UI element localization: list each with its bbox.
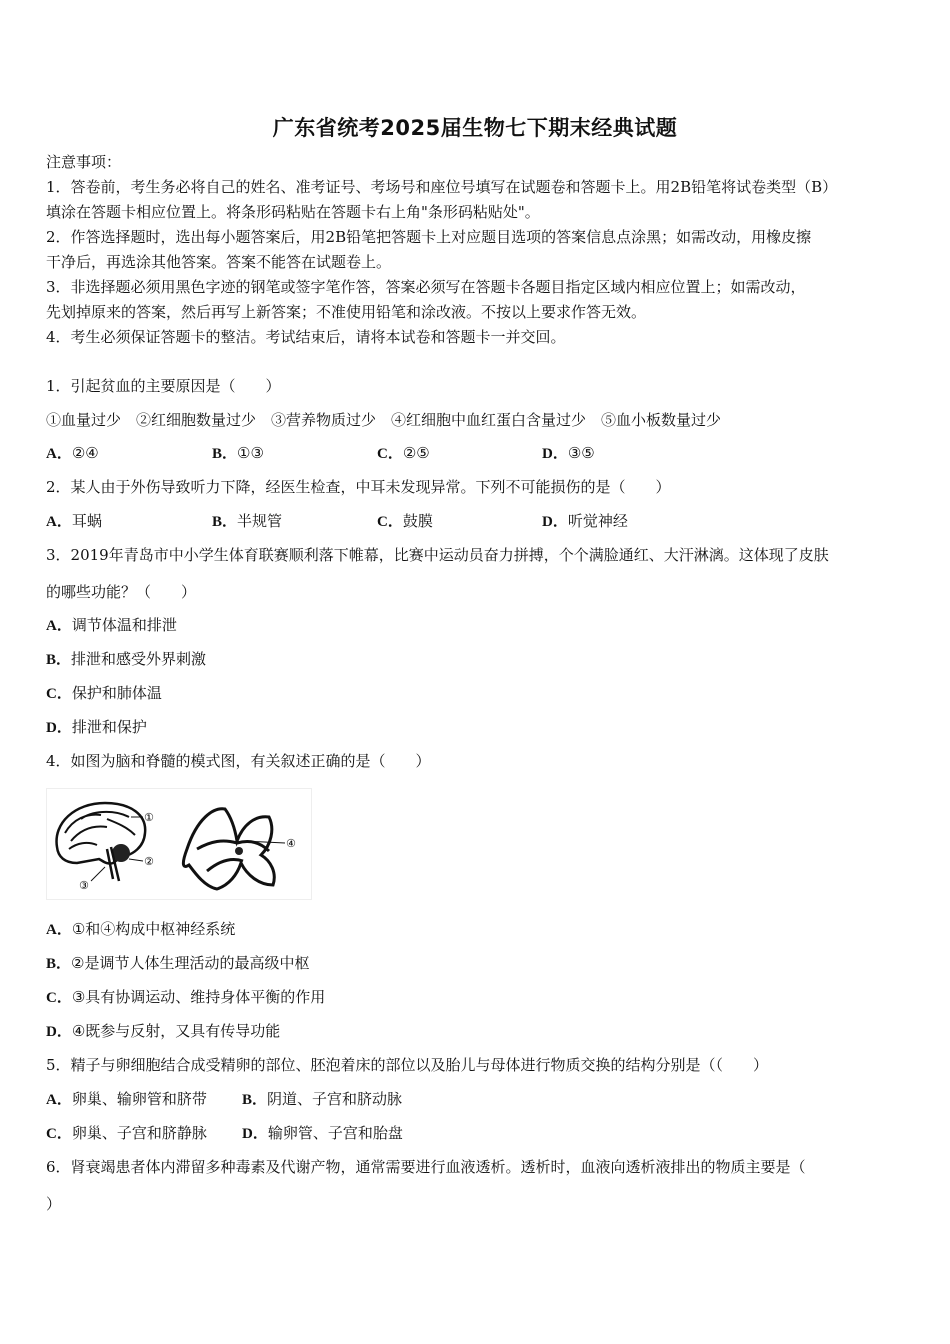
- q5-option-c[interactable]: [46, 1123, 207, 1144]
- option-label: D．: [542, 514, 568, 530]
- q3-option-c[interactable]: [46, 683, 162, 704]
- option-text: 保护和肺体温: [71, 684, 162, 702]
- notes-line: 干净后，再选涂其他答案。答案不能答在试题卷上。: [46, 253, 392, 271]
- option-label: D．: [46, 720, 72, 736]
- option-text: ①和④构成中枢神经系统: [71, 920, 236, 938]
- option-label: A．: [46, 446, 72, 462]
- option-text: ③⑤: [567, 444, 595, 462]
- option-label: A．: [46, 1092, 72, 1108]
- question-1-items: ①血量过少 ②红细胞数量过少 ③营养物质过少 ④红细胞中血红蛋白含量过少 ⑤血小板数量过少: [46, 411, 722, 429]
- q5-option-b[interactable]: [242, 1089, 402, 1110]
- brain-spinal-cord-figure: [46, 788, 312, 900]
- option-label: B．: [46, 652, 72, 668]
- option-label: C．: [377, 514, 403, 530]
- notes-line: 先划掉原来的答案，然后再写上新答案；不准使用铅笔和涂改液。不按以上要求作答无效。: [46, 303, 647, 321]
- question-6-stem: 6．肾衰竭患者体内滞留多种毒素及代谢产物，通常需要进行血液透析。透析时，血液向透析液排出的物质主要是（: [46, 1158, 806, 1176]
- notes-line: 填涂在答题卡相应位置上。将条形码粘贴在答题卡右上角"条形码粘贴处"。: [46, 203, 540, 221]
- option-text: ①③: [237, 444, 264, 462]
- question-1-stem: 1．引起贫血的主要原因是（ ）: [46, 377, 281, 395]
- option-text: ②⑤: [402, 444, 430, 462]
- option-text: 调节体温和排泄: [71, 616, 177, 634]
- option-text: 鼓膜: [402, 512, 433, 530]
- option-label: C．: [46, 686, 72, 702]
- option-text: ②是调节人体生理活动的最高级中枢: [71, 954, 310, 972]
- option-label: D．: [542, 446, 568, 462]
- q1-option-b[interactable]: [212, 443, 264, 464]
- q2-option-a[interactable]: [46, 511, 102, 532]
- option-text: ④既参与反射，又具有传导功能: [71, 1022, 281, 1040]
- q2-option-c[interactable]: [377, 511, 433, 532]
- option-text: 半规管: [237, 512, 283, 530]
- q4-option-a[interactable]: [46, 919, 235, 940]
- figure-label-1: ①: [144, 811, 154, 824]
- option-text: 听觉神经: [567, 512, 628, 530]
- option-text: 耳蜗: [71, 512, 102, 530]
- option-label: B．: [242, 1092, 268, 1108]
- option-text: 排泄和感受外界刺激: [71, 650, 207, 668]
- notes-line: 2．作答选择题时，选出每小题答案后，用2B铅笔把答题卡上对应题目选项的答案信息点涂黑；如需改动，用橡皮擦: [46, 228, 812, 246]
- notes-line: 4．考生必须保证答题卡的整洁。考试结束后，请将本试卷和答题卡一并交回。: [46, 328, 566, 346]
- option-text: 卵巢、子宫和脐静脉: [71, 1124, 207, 1142]
- question-3-stem-cont: 的哪些功能？（ ）: [46, 583, 197, 601]
- question-5-stem: 5．精子与卵细胞结合成受精卵的部位、胚泡着床的部位以及胎儿与母体进行物质交换的结构分别是（（ ）: [46, 1056, 769, 1074]
- page-title: 广东省统考2025届生物七下期末经典试题: [272, 116, 678, 140]
- option-label: B．: [212, 446, 238, 462]
- q3-option-d[interactable]: [46, 717, 147, 738]
- q5-option-d[interactable]: [242, 1123, 403, 1144]
- figure-label-2: ②: [144, 855, 154, 868]
- figure-label-4: ④: [286, 837, 296, 850]
- question-4-stem: 4．如图为脑和脊髓的模式图，有关叙述正确的是（ ）: [46, 752, 431, 770]
- brain-spinal-cord-illustration: [47, 789, 311, 899]
- q1-option-d[interactable]: [542, 443, 595, 464]
- option-label: A．: [46, 922, 72, 938]
- option-text: 卵巢、输卵管和脐带: [71, 1090, 207, 1108]
- q4-option-b[interactable]: [46, 953, 309, 974]
- figure-label-3: ③: [79, 879, 89, 892]
- notes-line: 3．非选择题必须用黑色字迹的钢笔或签字笔作答，答案必须写在答题卡各题目指定区域内相应位置上；如需改动，: [46, 278, 806, 296]
- option-label: A．: [46, 514, 72, 530]
- option-label: C．: [46, 1126, 72, 1142]
- notes-line: 1．答卷前，考生务必将自己的姓名、准考证号、考场号和座位号填写在试题卷和答题卡上。用2B铅笔将试卷类型（B）: [46, 178, 838, 196]
- notes-heading: 注意事项：: [46, 153, 122, 171]
- option-text: 排泄和保护: [71, 718, 147, 736]
- q4-option-d[interactable]: [46, 1021, 280, 1042]
- q3-option-a[interactable]: [46, 615, 177, 636]
- option-label: D．: [242, 1126, 268, 1142]
- option-text: 输卵管、子宫和胎盘: [267, 1124, 403, 1142]
- option-text: ②④: [71, 444, 99, 462]
- option-label: C．: [377, 446, 403, 462]
- question-2-stem: 2．某人由于外伤导致听力下降，经医生检查，中耳未发现异常。下列不可能损伤的是（ ）: [46, 478, 671, 496]
- option-label: C．: [46, 990, 72, 1006]
- q4-option-c[interactable]: [46, 987, 325, 1008]
- q3-option-b[interactable]: [46, 649, 206, 670]
- q5-option-a[interactable]: [46, 1089, 207, 1110]
- option-label: B．: [212, 514, 238, 530]
- option-text: ③具有协调运动、维持身体平衡的作用: [71, 988, 326, 1006]
- question-6-stem-cont: ）: [46, 1195, 62, 1213]
- option-label: A．: [46, 618, 72, 634]
- option-label: D．: [46, 1024, 72, 1040]
- q2-option-b[interactable]: [212, 511, 282, 532]
- q1-option-a[interactable]: [46, 443, 99, 464]
- q1-option-c[interactable]: [377, 443, 430, 464]
- option-text: 阴道、子宫和脐动脉: [267, 1090, 403, 1108]
- q2-option-d[interactable]: [542, 511, 628, 532]
- question-3-stem: 3．2019年青岛市中小学生体育联赛顺利落下帷幕，比赛中运动员奋力拼搏，个个满脸通红、大汗淋漓。这体现了皮肤: [46, 546, 829, 564]
- option-label: B．: [46, 956, 72, 972]
